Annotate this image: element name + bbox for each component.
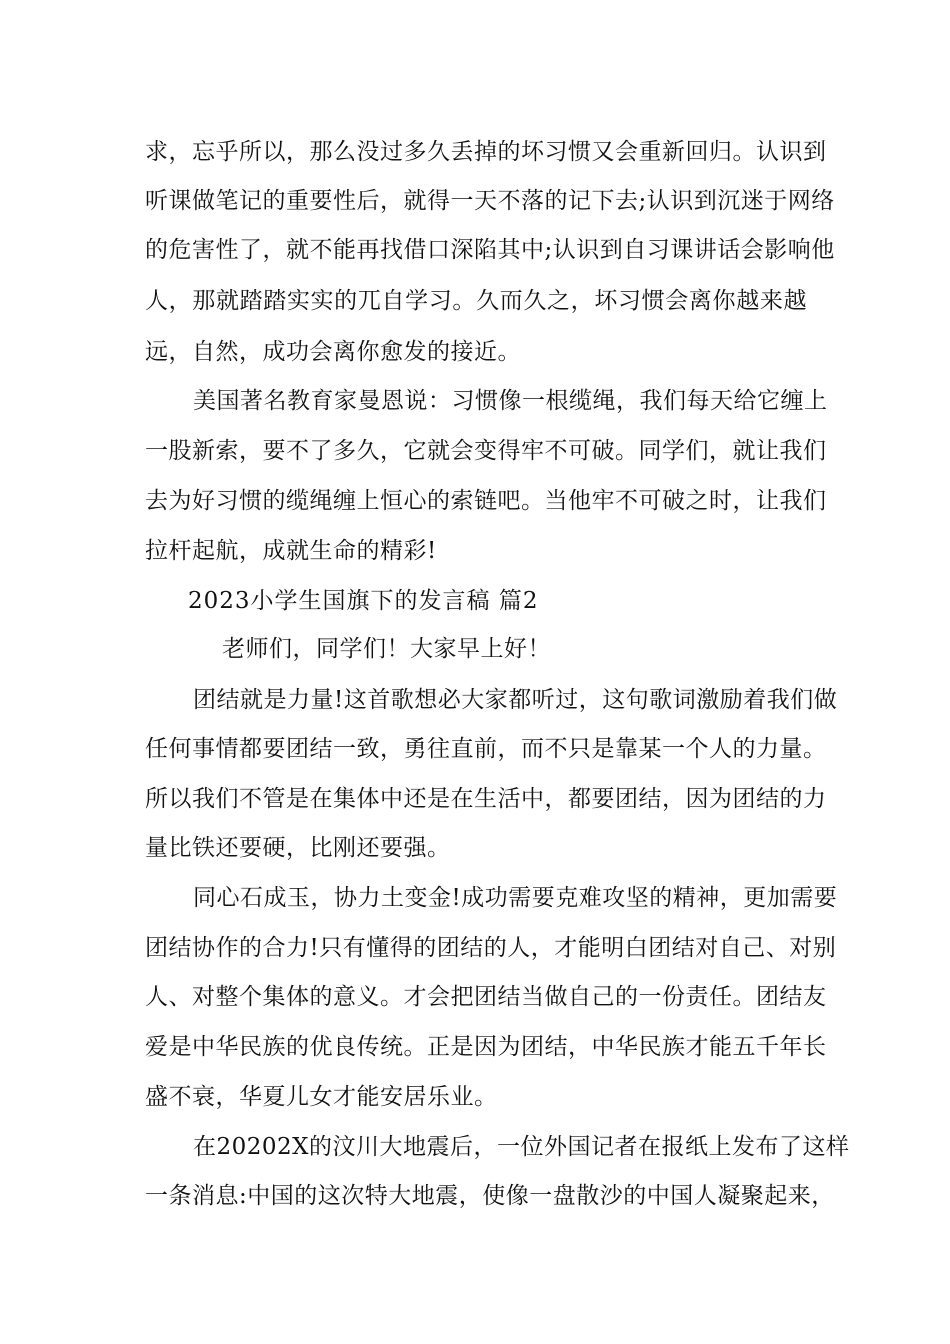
text-line: 的危害性了，就不能再找借口深陷其中;认识到自习课讲话会影响他 bbox=[145, 237, 835, 263]
text-line: 盛不衰，华夏儿女才能安居乐业。 bbox=[145, 1084, 498, 1110]
text-line: 求，忘乎所以，那么没过多久丢掉的坏习惯又会重新回归。认识到 bbox=[145, 139, 827, 165]
text-line: 人，那就踏踏实实的兀自学习。久而久之，坏习惯会离你越来越 bbox=[145, 288, 807, 314]
text-line: 远，自然，成功会离你愈发的接近。 bbox=[145, 339, 521, 365]
text-line: 拉杆起航，成就生命的精彩! bbox=[145, 538, 437, 564]
text-line: 人、对整个集体的意义。才会把团结当做自己的一份责任。团结友 bbox=[145, 984, 827, 1010]
text-line: 美国著名教育家曼恩说：习惯像一根缆绳，我们每天给它缠上 bbox=[193, 388, 828, 414]
text-line: 任何事情都要团结一致，勇往直前，而不只是靠某一个人的力量。 bbox=[145, 736, 827, 762]
text-line: 所以我们不管是在集体中还是在生活中，都要团结，因为团结的力 bbox=[145, 786, 827, 812]
section-heading: 2023小学生国旗下的发言稿 篇2 bbox=[188, 588, 539, 614]
text-line: 听课做笔记的重要性后，就得一天不落的记下去;认识到沉迷于网络 bbox=[145, 188, 835, 214]
text-line: 团结就是力量!这首歌想必大家都听过，这句歌词激励着我们做 bbox=[193, 687, 838, 713]
text-line: 一股新索，要不了多久，它就会变得牢不可破。同学们，就让我们 bbox=[145, 438, 827, 464]
text-line: 一条消息:中国的这次特大地震，使像一盘散沙的中国人凝聚起来， bbox=[145, 1183, 835, 1209]
text-line: 在20202X的汶川大地震后，一位外国记者在报纸上发布了这样 bbox=[193, 1134, 850, 1160]
text-line: 爱是中华民族的优良传统。正是因为团结，中华民族才能五千年长 bbox=[145, 1034, 827, 1060]
greeting: 老师们，同学们！大家早上好！ bbox=[222, 636, 551, 662]
text-line: 量比铁还要硬，比刚还要强。 bbox=[145, 835, 451, 861]
text-line: 团结协作的合力!只有懂得的团结的人，才能明白团结对自己、对别 bbox=[145, 935, 837, 961]
text-line: 同心石成玉，协力土变金!成功需要克难攻坚的精神，更加需要 bbox=[193, 885, 838, 911]
text-line: 去为好习惯的缆绳缠上恒心的索链吧。当他牢不可破之时，让我们 bbox=[145, 488, 827, 514]
